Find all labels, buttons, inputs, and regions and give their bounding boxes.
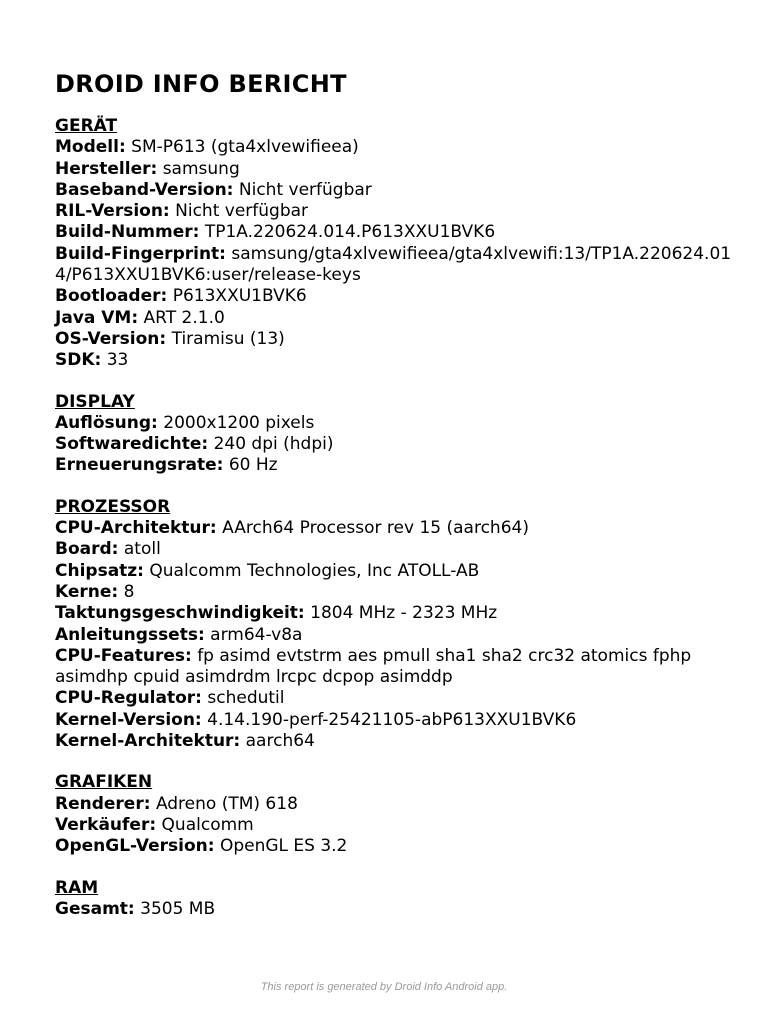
info-row-chipsatz xyxy=(55,561,735,582)
row-label: RIL-Version: xyxy=(55,201,170,222)
report-page xyxy=(55,66,735,940)
row-value: 8 xyxy=(123,581,135,602)
info-row-renderer xyxy=(55,794,735,815)
section-ram xyxy=(55,878,735,921)
row-value: OpenGL ES 3.2 xyxy=(219,836,348,857)
info-row-kernel-architektur xyxy=(55,731,735,752)
report-footer: This report is generated by Droid Info Android app. xyxy=(260,981,508,993)
row-value: Tiramisu (13) xyxy=(171,328,285,349)
info-row-ril xyxy=(55,201,735,222)
info-row-modell xyxy=(55,137,735,158)
row-value: ART 2.1.0 xyxy=(143,307,225,328)
section-heading: GERÄT xyxy=(55,116,118,136)
info-row-kerne xyxy=(55,582,735,603)
info-row-cpu-architektur xyxy=(55,518,735,539)
row-value: Nicht verfügbar xyxy=(175,201,309,222)
info-row-aufloesung xyxy=(55,413,735,434)
row-label: CPU-Regulator: xyxy=(55,688,202,709)
row-label: Modell: xyxy=(55,137,126,158)
row-value: aarch64 xyxy=(245,731,315,752)
row-value: fp asimd evtstrm aes pmull sha1 sha2 crc32 atomics fphp asimdhp cpuid asimdrdm lrcpc dcpop asimddp xyxy=(55,645,692,688)
info-row-build-nummer xyxy=(55,222,735,243)
row-value: 240 dpi (hdpi) xyxy=(213,434,334,455)
info-row-baseband xyxy=(55,180,735,201)
row-value: arm64-v8a xyxy=(210,624,303,645)
row-label: OS-Version: xyxy=(55,328,167,349)
row-label: Erneuerungsrate: xyxy=(55,455,224,476)
section-geraet xyxy=(55,116,735,372)
row-value: 3505 MB xyxy=(140,898,216,919)
info-row-os-version xyxy=(55,329,735,350)
row-label: Baseband-Version: xyxy=(55,179,234,200)
row-value: 4.14.190-perf-25421105-abP613XXU1BVK6 xyxy=(207,709,577,730)
row-label: Kernel-Version: xyxy=(55,709,202,730)
row-label: Anleitungssets: xyxy=(55,624,205,645)
info-row-board xyxy=(55,539,735,560)
section-heading: GRAFIKEN xyxy=(55,772,153,793)
section-grafiken xyxy=(55,772,735,857)
info-row-gesamt xyxy=(55,899,735,920)
row-label: Build-Nummer: xyxy=(55,222,200,243)
info-row-sdk xyxy=(55,350,735,371)
section-heading: PROZESSOR xyxy=(55,496,171,517)
row-label: Kernel-Architektur: xyxy=(55,731,241,752)
section-prozessor xyxy=(55,497,735,753)
info-row-anleitungssets xyxy=(55,625,735,646)
row-value: TP1A.220624.014.P613XXU1BVK6 xyxy=(204,222,496,243)
info-row-java-vm xyxy=(55,308,735,329)
info-row-build-fingerprint xyxy=(55,244,735,287)
info-row-softwaredichte xyxy=(55,434,735,455)
row-value: Nicht verfügbar xyxy=(238,179,372,200)
info-row-cpu-features xyxy=(55,646,735,689)
section-heading: RAM xyxy=(55,877,99,898)
row-value: AArch64 Processor rev 15 (aarch64) xyxy=(222,518,529,539)
row-value: Qualcomm xyxy=(161,814,254,835)
row-label: Taktungsgeschwindigkeit: xyxy=(55,603,305,624)
row-label: Kerne: xyxy=(55,581,119,602)
row-value: SM-P613 (gta4xlvewifieea) xyxy=(131,137,359,158)
row-value: 2000x1200 pixels xyxy=(163,412,315,433)
row-value: 1804 MHz - 2323 MHz xyxy=(310,603,498,624)
section-heading: DISPLAY xyxy=(55,391,135,412)
row-label: Hersteller: xyxy=(55,158,158,179)
row-value: P613XXU1BVK6 xyxy=(172,286,307,307)
info-row-kernel-version xyxy=(55,710,735,731)
row-value: schedutil xyxy=(207,688,285,709)
row-label: Board: xyxy=(55,539,119,560)
row-label: CPU-Features: xyxy=(55,645,192,666)
section-display xyxy=(55,392,735,477)
report-title: DROID INFO BERICHT xyxy=(55,70,347,98)
row-label: Bootloader: xyxy=(55,286,168,307)
row-value: atoll xyxy=(123,539,161,560)
row-label: Softwaredichte: xyxy=(55,434,209,455)
row-value: samsung xyxy=(162,158,240,179)
info-row-opengl-version xyxy=(55,836,735,857)
info-row-erneuerungsrate xyxy=(55,455,735,476)
row-label: Verkäufer: xyxy=(55,814,157,835)
row-label: Gesamt: xyxy=(55,898,135,919)
row-label: Renderer: xyxy=(55,793,151,814)
row-label: Java VM: xyxy=(55,307,139,328)
row-label: Auflösung: xyxy=(55,412,158,433)
row-value: 60 Hz xyxy=(228,455,278,476)
info-row-verkaeufer xyxy=(55,815,735,836)
info-row-cpu-regulator xyxy=(55,688,735,709)
row-value: Qualcomm Technologies, Inc ATOLL-AB xyxy=(149,560,480,581)
row-label: Build-Fingerprint: xyxy=(55,243,226,264)
row-label: CPU-Architektur: xyxy=(55,518,217,539)
row-label: SDK: xyxy=(55,350,102,371)
info-row-taktung xyxy=(55,603,735,624)
row-value: samsung/gta4xlvewifieea/gta4xlvewifi:13/TP1A.220624.014/P613XXU1BVK6:user/release-keys xyxy=(55,243,732,286)
row-value: Adreno (TM) 618 xyxy=(155,793,298,814)
info-row-bootloader xyxy=(55,286,735,307)
row-label: OpenGL-Version: xyxy=(55,836,215,857)
info-row-hersteller xyxy=(55,159,735,180)
row-value: 33 xyxy=(106,350,129,371)
row-label: Chipsatz: xyxy=(55,560,144,581)
